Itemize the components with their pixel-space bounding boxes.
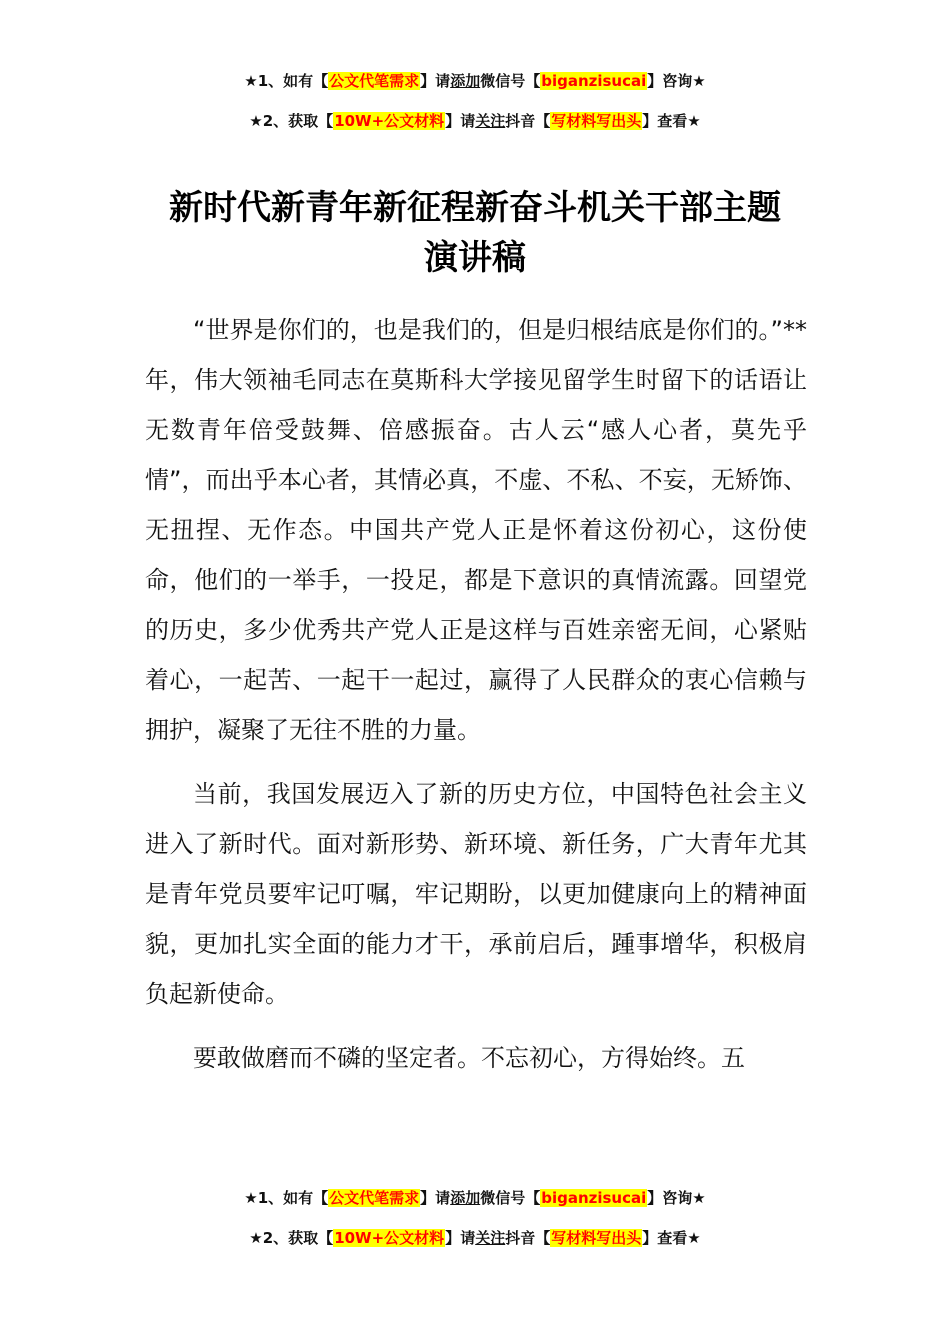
top-banner-line-2 (0, 111, 950, 131)
banner-text: 抖音【 (505, 112, 551, 130)
body-paragraph-3: 要敢做磨而不磷的坚定者。不忘初心，方得始终。五 (193, 1044, 745, 1072)
underlined-action: 添加 (450, 1189, 481, 1207)
title-line-1: 新时代新青年新征程新奋斗机关干部主题 (169, 188, 781, 228)
highlight-service: 公文代笔需求 (329, 72, 420, 90)
banner-text: 微信号【 (480, 72, 541, 90)
banner-text: 】请 (445, 1229, 476, 1247)
highlight-wechat-id: biganzisucai (541, 72, 647, 90)
top-banner-line-1 (0, 71, 950, 91)
banner-text: ★2、获取【 (249, 1229, 334, 1247)
highlight-service: 公文代笔需求 (329, 1189, 420, 1207)
title-line-2: 演讲稿 (424, 238, 526, 278)
document-body (145, 305, 807, 1097)
banner-text: 】查看★ (642, 112, 701, 130)
highlight-douyin-id: 写材料写出头 (551, 112, 642, 130)
underlined-action: 添加 (450, 72, 481, 90)
underlined-action: 关注 (475, 112, 506, 130)
banner-text: ★1、如有【 (244, 1189, 329, 1207)
banner-text: 】请 (445, 112, 476, 130)
banner-text: 】查看★ (642, 1229, 701, 1247)
banner-text: 】请 (420, 72, 451, 90)
highlight-wechat-id: biganzisucai (541, 1189, 647, 1207)
banner-text: ★2、获取【 (249, 112, 334, 130)
document-title (0, 183, 950, 283)
highlight-douyin-id: 写材料写出头 (551, 1229, 642, 1247)
banner-text: ★1、如有【 (244, 72, 329, 90)
body-paragraph-2: 当前，我国发展迈入了新的历史方位，中国特色社会主义进入了新时代。面对新形势、新环境、新任务，广大青年尤其是青年党员要牢记叮嘱，牢记期盼，以更加健康向上的精神面貌，更加扎实全面的能力才干，承前启后，踵事增华，积极肩负起新使命。 (145, 780, 807, 1008)
banner-text: 】咨询★ (647, 1189, 706, 1207)
bottom-banner-line-2 (0, 1228, 950, 1248)
banner-text: 微信号【 (480, 1189, 541, 1207)
highlight-materials: 10W+公文材料 (334, 1229, 445, 1247)
banner-text: 】请 (420, 1189, 451, 1207)
highlight-materials: 10W+公文材料 (334, 112, 445, 130)
bottom-banner-line-1 (0, 1188, 950, 1208)
banner-text: 抖音【 (505, 1229, 551, 1247)
underlined-action: 关注 (475, 1229, 506, 1247)
banner-text: 】咨询★ (647, 72, 706, 90)
body-paragraph-1: “世界是你们的，也是我们的，但是归根结底是你们的。”**年，伟大领袖毛同志在莫斯科大学接见留学生时留下的话语让无数青年倍受鼓舞、倍感振奋。古人云“感人心者，莫先乎情”，而出乎本心者，其情必真，不虚、不私、不妄，无矫饰、无扭捏、无作态。中国共产党人正是怀着这份初心，这份使命，他们的一举手，一投足，都是下意识的真情流露。回望党的历史，多少优秀共产党人正是这样与百姓亲密无间，心紧贴着心，一起苦、一起干一起过，赢得了人民群众的衷心信赖与拥护，凝聚了无往不胜的力量。 (145, 316, 807, 744)
